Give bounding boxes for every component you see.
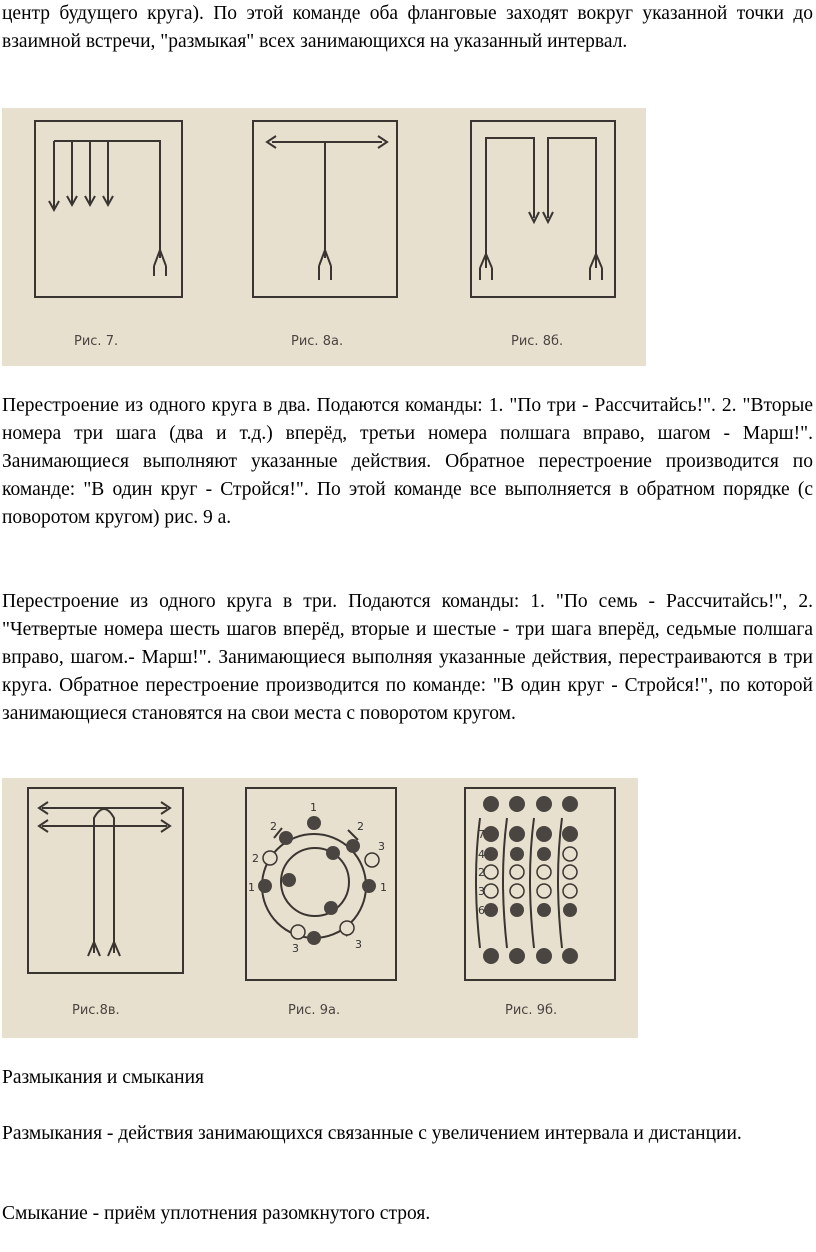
fig9b-caption: Рис. 9б. bbox=[505, 1003, 558, 1018]
fig8b-right-path bbox=[548, 138, 596, 268]
heading-razmykaniya: Размыкания и смыкания bbox=[2, 1067, 204, 1088]
fig9a-label-2: 2 bbox=[270, 820, 277, 833]
fig7-caption: Рис. 7. bbox=[74, 334, 119, 349]
figure-strip-bottom bbox=[2, 778, 638, 1038]
fig8v-frame bbox=[28, 788, 183, 973]
figure-strip-bottom-svg bbox=[2, 778, 638, 1038]
fig9a-caption: Рис. 9а. bbox=[288, 1003, 341, 1018]
fig8v-split-lines bbox=[42, 808, 167, 826]
fig9b-label-e: 7 bbox=[478, 828, 485, 841]
fig9b-label-d: 6 bbox=[478, 904, 485, 917]
fig9a-label-9: 3 bbox=[355, 938, 362, 951]
fig8v-arrowheads bbox=[39, 802, 170, 832]
fig8v-caption: Рис.8в. bbox=[72, 1003, 120, 1018]
paragraph-definition-razmykaniya: Размыкания - действия занимающихся связанные с увеличением интервала и дистанции. bbox=[2, 1123, 742, 1144]
fig9a-label-1: 1 bbox=[310, 801, 317, 814]
fig8a-caption: Рис. 8а. bbox=[291, 334, 344, 349]
paragraph-intro-continuation: центр будущего круга). По этой команде оба фланговые заходят вокруг указанной точки до взаимной встречи, "размыкая" всех занимающихся на указанный интервал. bbox=[2, 3, 813, 52]
paragraph-two-circles: Перестроение из одного круга в два. Подаются команды: 1. "По три - Рассчитайсь!". 2. "Вторые номера три шага (два и т.д.) вперёд, третьи номера полшага вправо, шагом - Марш!". Занимающиеся выполняют указанные действия. Обратное перестроение производится по команде: "В один круг - Стройся!". По этой команде все выполняется в обратном порядке (с поворотом кругом) рис. 9 а. bbox=[2, 395, 813, 528]
fig9a-label-3: 3 bbox=[378, 840, 385, 853]
fig7-arrowheads bbox=[49, 196, 113, 210]
paragraph-three-circles: Перестроение из одного круга в три. Подаются команды: 1. "По семь - Рассчитайсь!", 2. "Четвертые номера шесть шагов вперёд, вторые и шестые - три шага вперёд, седьмые полшага вправо, шагом.- Марш!". Занимающиеся выполняя указанные действия, перестраиваются в три круга. Обратное перестроение производится по команде: "В один круг - Стройся!", по которой занимающиеся становятся на свои места с поворотом кругом. bbox=[2, 591, 813, 724]
fig9a-label-8: 2 bbox=[252, 852, 259, 865]
fig9a-label-5: 2 bbox=[357, 820, 364, 833]
fig9b-label-c: 3 bbox=[478, 885, 485, 898]
fig7-rank-lines bbox=[54, 141, 108, 208]
fig9a-label-7: 1 bbox=[380, 881, 387, 894]
fig8b-left-path bbox=[486, 138, 534, 268]
fig8v-column bbox=[94, 809, 114, 953]
fig8b-caption: Рис. 8б. bbox=[511, 334, 564, 349]
figure-strip-top bbox=[2, 108, 646, 366]
fig9a-label-4: 1 bbox=[248, 881, 255, 894]
fig9b-label-b: 2 bbox=[478, 866, 485, 879]
fig9b-label-a: 4 bbox=[478, 848, 485, 861]
figure-strip-top-svg bbox=[2, 108, 646, 366]
fig8v-start-arrows bbox=[88, 942, 120, 956]
fig9a-label-6: 3 bbox=[292, 942, 299, 955]
fig8b-arrowheads bbox=[529, 212, 553, 222]
paragraph-definition-smykanie: Смыкание - приём уплотнения разомкнутого строя. bbox=[2, 1203, 431, 1224]
